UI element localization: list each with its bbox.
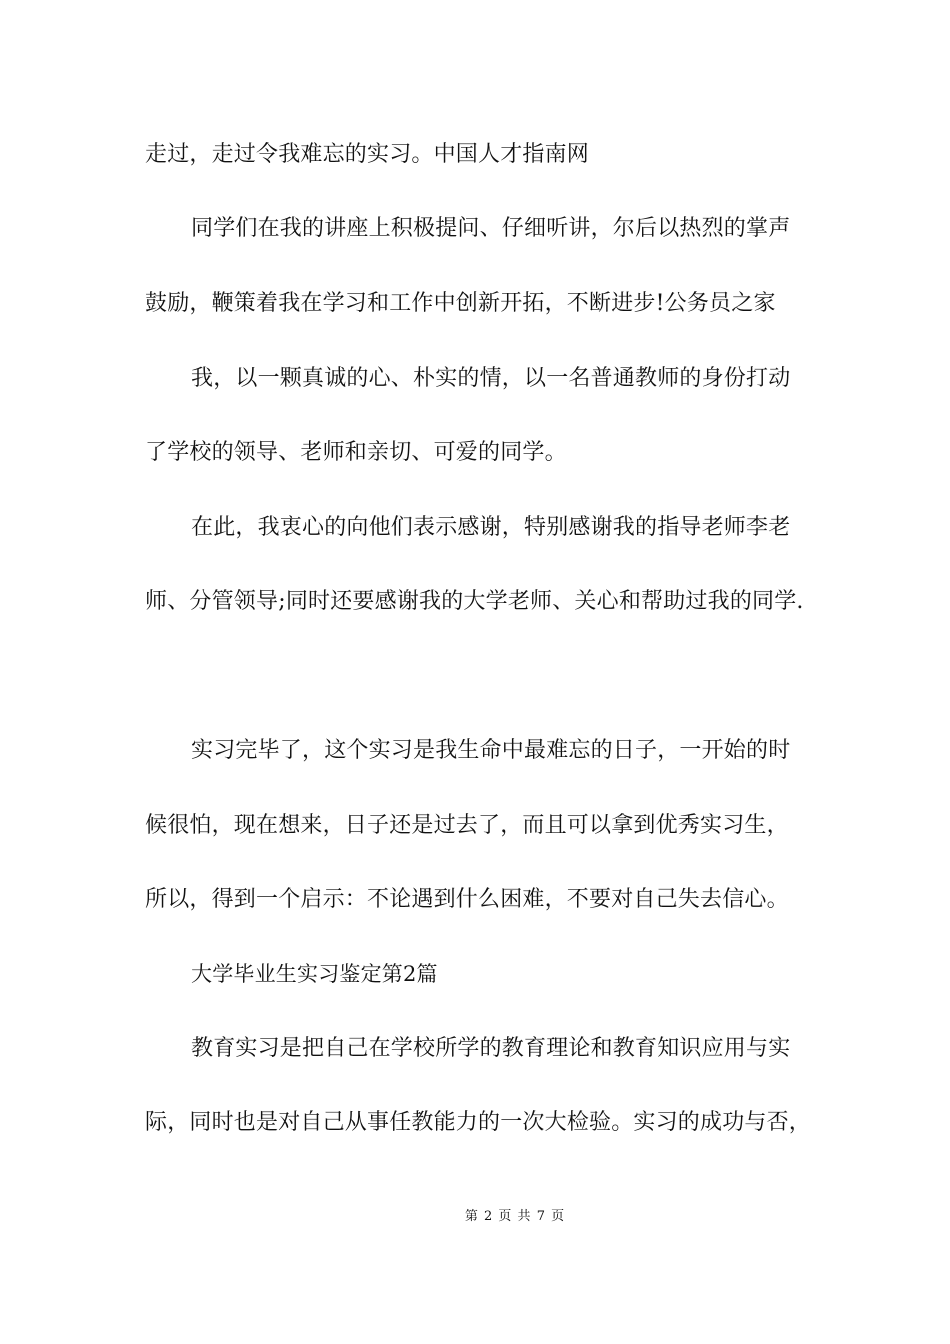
paragraph-line: 我，以一颗真诚的心、朴实的情，以一名普通教师的身份打动 <box>191 366 791 391</box>
paragraph-line: 所以，得到一个启示：不论遇到什么困难，不要对自己失去信心。 <box>145 887 789 912</box>
paragraph-line: 了学校的领导、老师和亲切、可爱的同学。 <box>145 440 567 465</box>
paragraph-line: 实习完毕了，这个实习是我生命中最难忘的日子，一开始的时 <box>191 738 791 763</box>
paragraph-line: 际，同时也是对自己从事任教能力的一次大检验。实习的成功与否， <box>145 1110 812 1135</box>
page-number-footer: 第 2 页 共 7 页 <box>464 1209 566 1224</box>
paragraph-line: 鼓励，鞭策着我在学习和工作中创新开拓，不断进步!公务员之家 <box>145 291 776 316</box>
section-heading: 大学毕业生实习鉴定第2篇 <box>191 962 438 986</box>
paragraph-line: 在此，我衷心的向他们表示感谢，特别感谢我的指导老师李老 <box>191 515 791 540</box>
paragraph-line: 走过，走过令我难忘的实习。中国人才指南网 <box>145 142 590 167</box>
paragraph-line: 教育实习是把自己在学校所学的教育理论和教育知识应用与实 <box>191 1036 791 1061</box>
paragraph-line: 师、分管领导;同时还要感谢我的大学老师、关心和帮助过我的同学. <box>145 589 804 614</box>
paragraph-line: 同学们在我的讲座上积极提问、仔细听讲，尔后以热烈的掌声 <box>191 216 791 241</box>
paragraph-line: 候很怕，现在想来，日子还是过去了，而且可以拿到优秀实习生， <box>145 813 789 838</box>
